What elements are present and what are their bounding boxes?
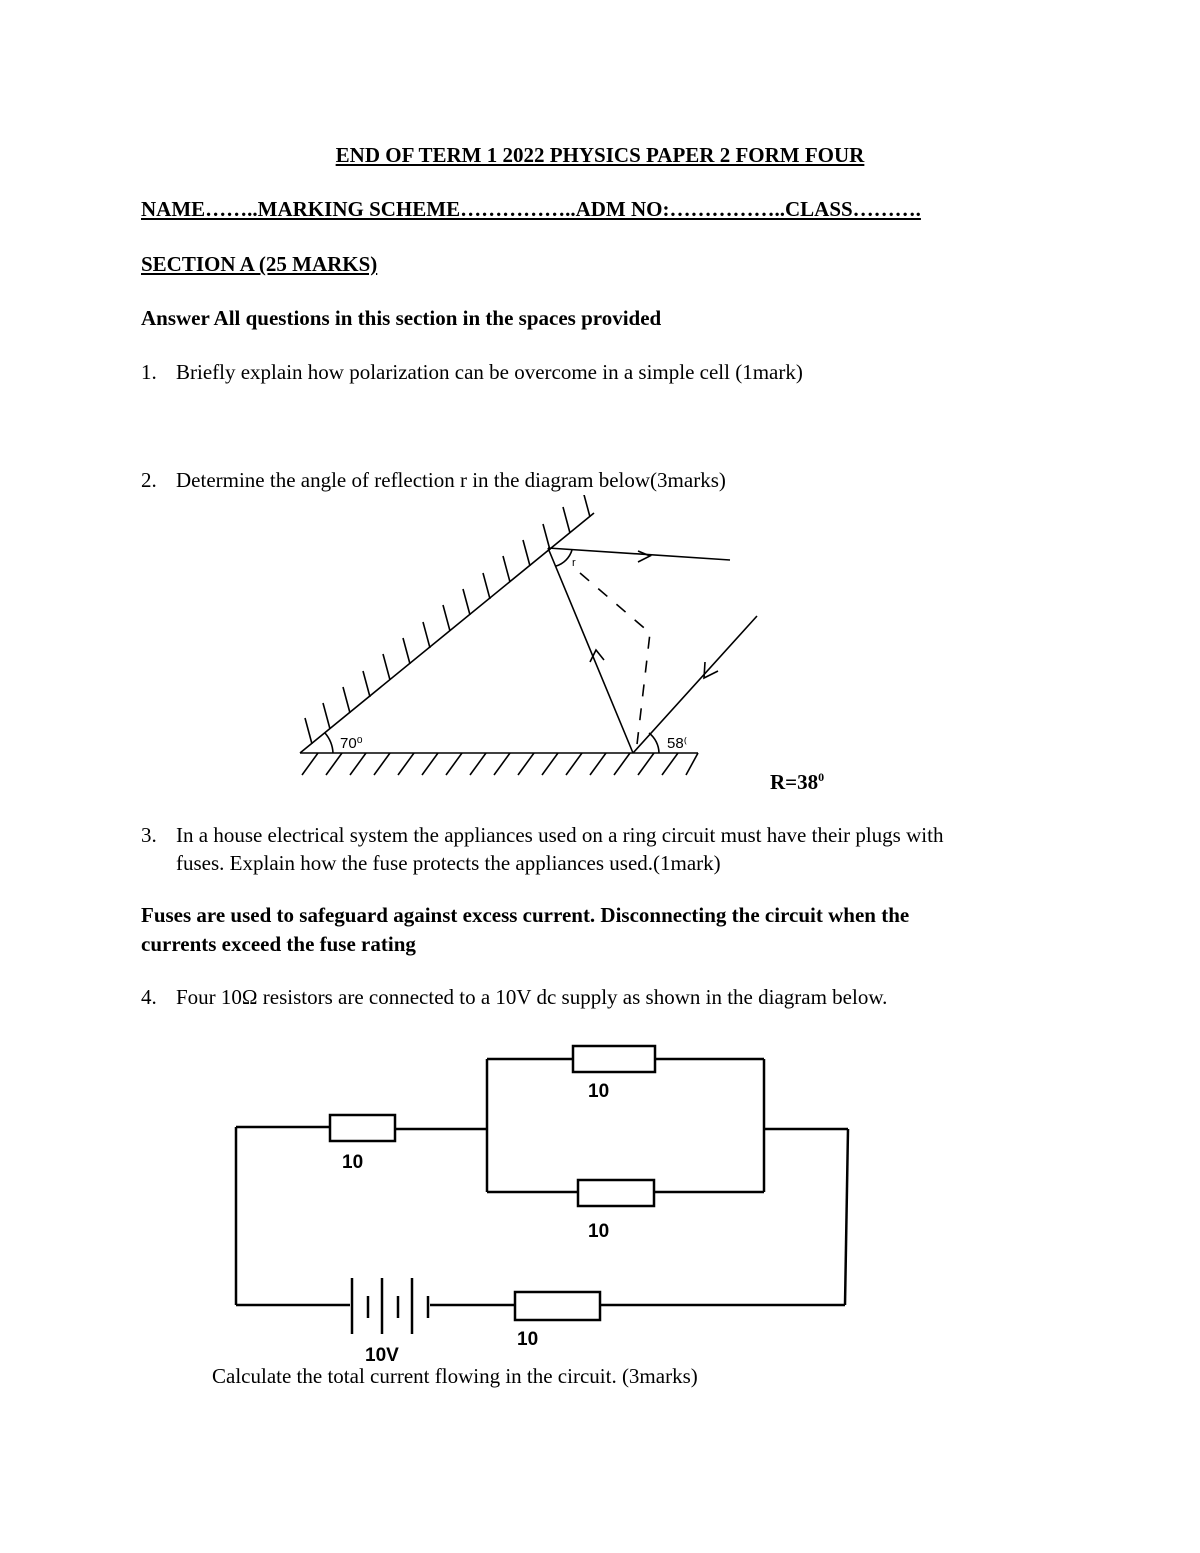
angle-label-70: 70⁰: [340, 735, 363, 752]
question-text-line2: fuses. Explain how the fuse protects the appliances used.(1mark): [176, 851, 721, 875]
student-info-line: NAME……..MARKING SCHEME……………..ADM NO:……………..CLASS……….: [141, 197, 921, 221]
inclined-mirror-hatching: [305, 495, 590, 744]
answer-q2-value: R=38: [770, 770, 819, 794]
answer-q3-line1: Fuses are used to safeguard against excess current. Disconnecting the circuit when the: [141, 903, 910, 927]
answer-q2-degree: 0: [818, 770, 825, 784]
reflection-diagram: [280, 495, 800, 795]
question-text: Determine the angle of reflection r in the diagram below(3marks): [176, 468, 726, 492]
question-text: Briefly explain how polarization can be overcome in a simple cell (1mark): [176, 360, 803, 384]
question-number: 1.: [141, 360, 157, 384]
battery: [352, 1278, 428, 1334]
resistor-3: [578, 1180, 654, 1206]
resistor-2: [573, 1046, 655, 1072]
resistor-label: 10: [588, 1081, 610, 1102]
angle-arc-70: [325, 733, 333, 753]
angle-label-r: r: [572, 557, 576, 569]
angle-label-58: 58⁽: [667, 735, 688, 752]
question-text: Four 10Ω resistors are connected to a 10V dc supply as shown in the diagram below.: [176, 985, 888, 1009]
instructions: Answer All questions in this section in the spaces provided: [141, 306, 662, 330]
page-title: END OF TERM 1 2022 PHYSICS PAPER 2 FORM FOUR: [335, 143, 865, 167]
resistor-4: [515, 1292, 600, 1320]
angle-arc-58: [649, 733, 659, 753]
bottom-mirror-hatching: [302, 753, 698, 775]
wire-right: [845, 1129, 848, 1305]
question-number: 3.: [141, 823, 157, 847]
answer-q3-line2: currents exceed the fuse rating: [141, 932, 416, 956]
answer-q2: [770, 770, 824, 795]
question-number: 4.: [141, 985, 157, 1009]
incident-ray: [633, 616, 757, 753]
normal-line: [580, 573, 650, 753]
resistor-1: [330, 1115, 395, 1141]
question-4-prompt: Calculate the total current flowing in the circuit. (3marks): [212, 1364, 698, 1388]
angle-arc-r: [556, 550, 572, 566]
resistor-label: 10: [342, 1152, 364, 1173]
section-heading: SECTION A (25 MARKS): [141, 252, 378, 276]
question-3: [0, 823, 1200, 879]
question-number: 2.: [141, 468, 157, 492]
resistor-label: 10: [517, 1329, 539, 1350]
reflected-arrow-2: [638, 551, 650, 562]
circuit-diagram: [220, 1030, 870, 1370]
incident-arrow: [704, 662, 718, 678]
resistor-label: 10: [588, 1221, 610, 1242]
reflected-ray-1: [548, 548, 633, 753]
battery-label: 10V: [365, 1345, 399, 1366]
question-text: In a house electrical system the appliances used on a ring circuit must have their plugs with: [176, 823, 944, 847]
